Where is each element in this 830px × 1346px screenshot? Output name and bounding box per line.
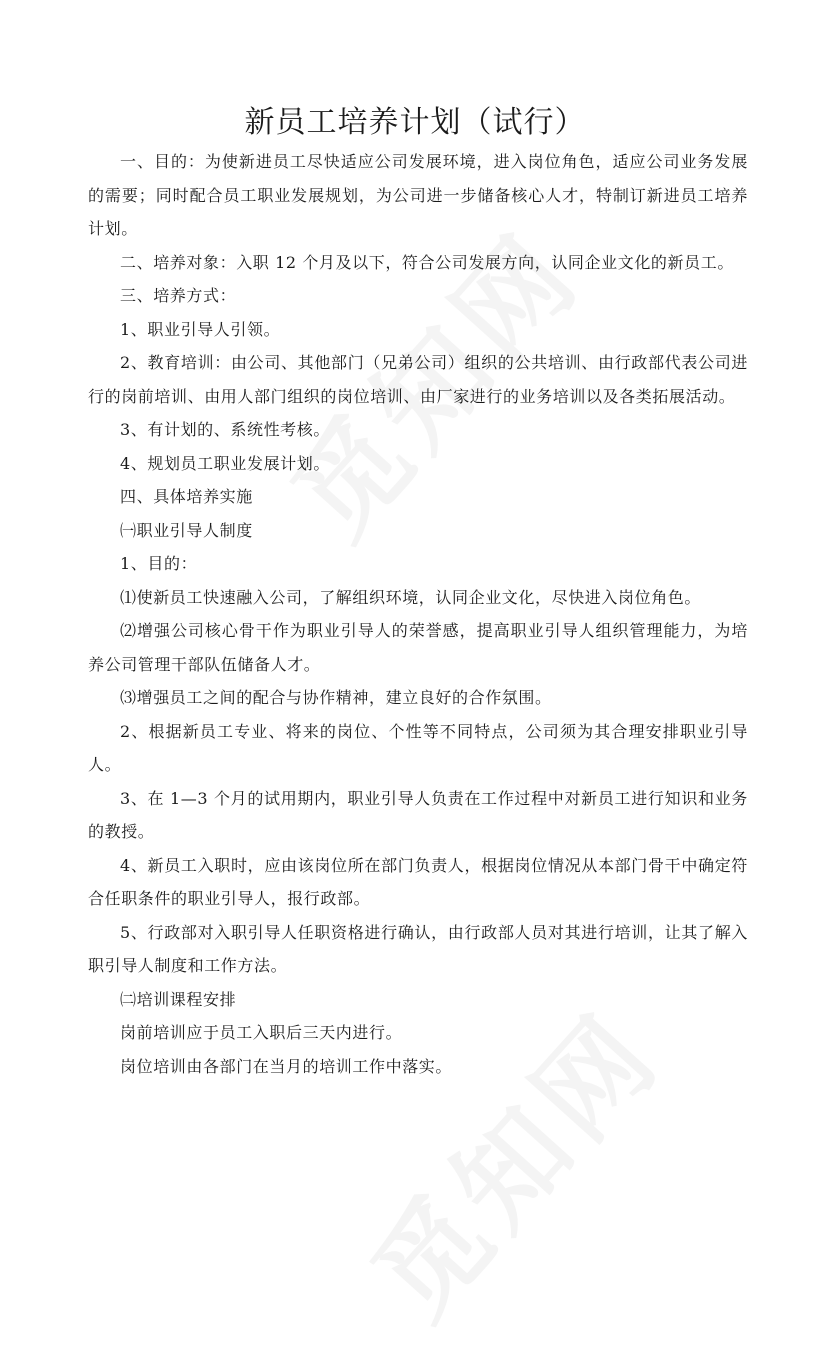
paragraph-item: 3、有计划的、系统性考核。 bbox=[120, 420, 330, 439]
paragraph-item: 1、职业引导人引领。 bbox=[120, 319, 281, 339]
section-heading: 四、具体培养实施 bbox=[120, 487, 253, 506]
paragraph-item: 2、根据新员工专业、将来的岗位、个性等不同特点，公司须为其合理安排职业引导人。 bbox=[88, 721, 748, 774]
paragraph-item: ⑴使新员工快速融入公司，了解组织环境，认同企业文化，尽快进入岗位角色。 bbox=[120, 587, 702, 607]
paragraph-item: 3、在 1—3 个月的试用期内，职业引导人负责在工作过程中对新员工进行知识和业务的教授。 bbox=[88, 788, 748, 841]
paragraph-item: 岗位培训由各部门在当月的培训工作中落实。 bbox=[120, 1056, 453, 1076]
document-body bbox=[88, 145, 748, 1083]
paragraph-item: 4、规划员工职业发展计划。 bbox=[120, 453, 330, 473]
document-title: 新员工培养计划（试行） bbox=[244, 105, 586, 140]
paragraph-item: 岗前培训应于员工入职后三天内进行。 bbox=[120, 1023, 403, 1042]
paragraph-item: 5、行政部对入职引导人任职资格进行确认，由行政部人员对其进行培训，让其了解入职引导人制度和工作方法。 bbox=[88, 922, 748, 975]
paragraph-item: ⑶增强员工之间的配合与协作精神，建立良好的合作氛围。 bbox=[120, 688, 552, 707]
paragraph-item: 4、新员工入职时，应由该岗位所在部门负责人，根据岗位情况从本部门骨干中确定符合任职条件的职业引导人，报行政部。 bbox=[88, 855, 748, 908]
paragraph-target: 二、培养对象：入职 12 个月及以下，符合公司发展方向，认同企业文化的新员工。 bbox=[120, 252, 734, 272]
subsection-heading: ㈠职业引导人制度 bbox=[120, 520, 253, 540]
paragraph-method-heading: 三、培养方式： bbox=[120, 286, 237, 305]
paragraph-item: 2、教育培训：由公司、其他部门（兄弟公司）组织的公共培训、由行政部代表公司进行的岗前培训、由用人部门组织的岗位培训、由厂家进行的业务培训以及各类拓展活动。 bbox=[88, 353, 748, 406]
paragraph-item: 1、目的： bbox=[120, 554, 198, 573]
paragraph-purpose: 一、目的：为使新进员工尽快适应公司发展环境，进入岗位角色，适应公司业务发展的需要；同时配合员工职业发展规划，为公司进一步储备核心人才，特制订新进员工培养计划。 bbox=[88, 152, 748, 238]
subsection-heading: ㈡培训课程安排 bbox=[120, 989, 237, 1009]
paragraph-item: ⑵增强公司核心骨干作为职业引导人的荣誉感，提高职业引导人组织管理能力，为培养公司管理干部队伍储备人才。 bbox=[88, 621, 748, 674]
